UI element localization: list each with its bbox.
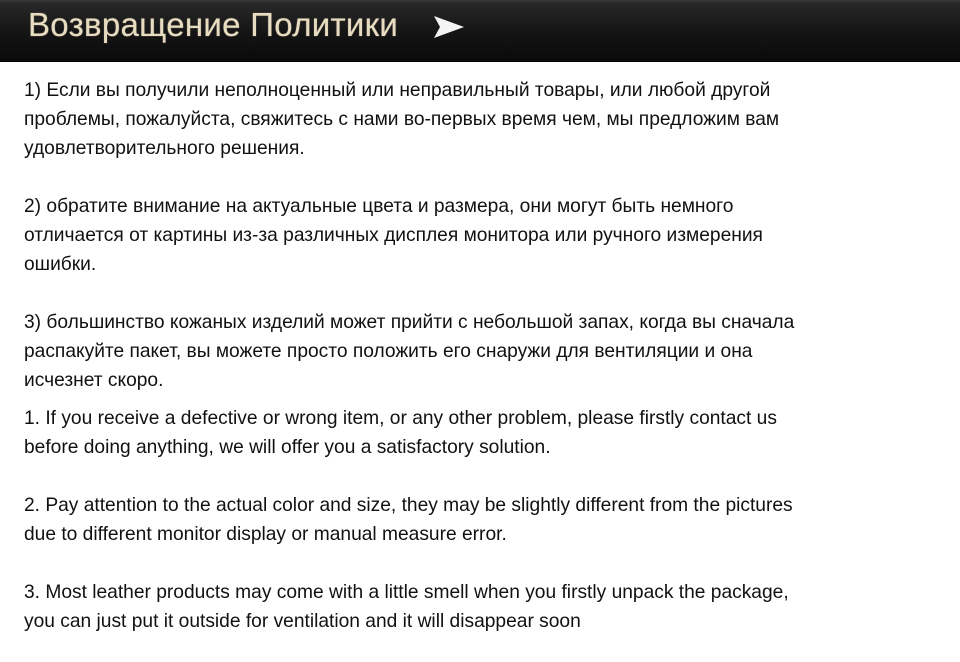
policy-item-en-2 xyxy=(24,491,944,549)
text-line: распакуйте пакет, вы можете просто положить его снаружи для вентиляции и она xyxy=(24,341,753,362)
policy-item-en-3 xyxy=(24,578,944,636)
text-line: отличается от картины из-за различных дисплея монитора или ручного измерения xyxy=(24,225,763,246)
text-line: 2. Pay attention to the actual color and size, they may be slightly different from the pictures xyxy=(24,495,793,516)
policy-item-ru-2 xyxy=(24,192,944,279)
policy-item-en-1 xyxy=(24,404,944,462)
text-line: удовлетворительного решения. xyxy=(24,138,305,159)
text-line: due to different monitor display or manual measure error. xyxy=(24,524,507,545)
policy-content xyxy=(24,76,944,636)
play-arrow-icon xyxy=(432,14,466,40)
text-line: 3) большинство кожаных изделий может прийти с небольшой запах, когда вы сначала xyxy=(24,312,795,333)
text-line: проблемы, пожалуйста, свяжитесь с нами во-первых время чем, мы предложим вам xyxy=(24,109,780,130)
text-line: 1) Если вы получили неполноценный или неправильный товары, или любой другой xyxy=(24,80,771,101)
text-line: before doing anything, we will offer you a satisfactory solution. xyxy=(24,437,551,458)
text-line: 1. If you receive a defective or wrong item, or any other problem, please firstly contact us xyxy=(24,408,777,429)
policy-item-ru-3 xyxy=(24,308,944,395)
text-line: исчезнет скоро. xyxy=(24,370,164,391)
page-title: Возвращение Политики xyxy=(28,6,399,43)
text-line: 3. Most leather products may come with a little smell when you firstly unpack the package, xyxy=(24,582,789,603)
header-banner xyxy=(0,0,960,62)
policy-item-ru-1 xyxy=(24,76,944,163)
text-line: ошибки. xyxy=(24,254,97,275)
text-line: you can just put it outside for ventilation and it will disappear soon xyxy=(24,611,581,632)
text-line: 2) обратите внимание на актуальные цвета и размера, они могут быть немного xyxy=(24,196,734,217)
